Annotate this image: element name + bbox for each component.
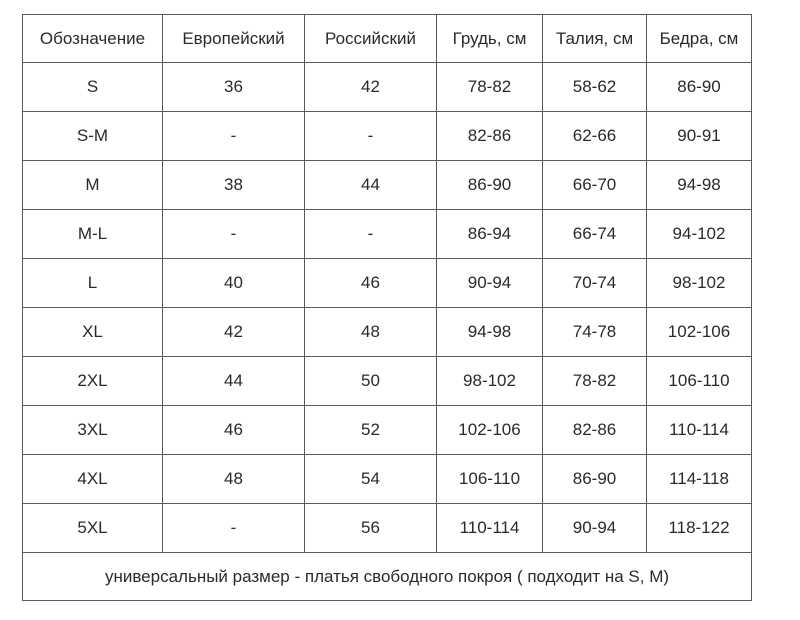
cell-chest: 86-94 — [437, 210, 543, 259]
cell-waist: 90-94 — [543, 504, 647, 553]
cell-chest: 106-110 — [437, 455, 543, 504]
cell-waist: 82-86 — [543, 406, 647, 455]
cell-european: 38 — [163, 161, 305, 210]
cell-hips: 94-98 — [647, 161, 752, 210]
cell-chest: 110-114 — [437, 504, 543, 553]
table-row — [23, 455, 752, 504]
cell-waist: 66-70 — [543, 161, 647, 210]
cell-designation: L — [23, 259, 163, 308]
cell-hips: 98-102 — [647, 259, 752, 308]
cell-russian: 46 — [305, 259, 437, 308]
header-waist: Талия, см — [543, 15, 647, 63]
cell-european: 42 — [163, 308, 305, 357]
cell-european: 44 — [163, 357, 305, 406]
size-chart-table — [22, 14, 752, 601]
cell-designation: 3XL — [23, 406, 163, 455]
cell-hips: 86-90 — [647, 63, 752, 112]
header-row — [23, 15, 752, 63]
cell-european: 48 — [163, 455, 305, 504]
cell-hips: 90-91 — [647, 112, 752, 161]
cell-russian: 44 — [305, 161, 437, 210]
table-row — [23, 63, 752, 112]
cell-russian: 54 — [305, 455, 437, 504]
cell-russian: - — [305, 210, 437, 259]
cell-designation: M-L — [23, 210, 163, 259]
cell-european: 36 — [163, 63, 305, 112]
cell-russian: 48 — [305, 308, 437, 357]
table-row — [23, 210, 752, 259]
footer-note: универсальный размер - платья свободного покроя ( подходит на S, M) — [23, 553, 752, 601]
cell-waist: 58-62 — [543, 63, 647, 112]
cell-waist: 86-90 — [543, 455, 647, 504]
cell-russian: - — [305, 112, 437, 161]
cell-waist: 70-74 — [543, 259, 647, 308]
table-row — [23, 112, 752, 161]
cell-hips: 118-122 — [647, 504, 752, 553]
cell-designation: S — [23, 63, 163, 112]
header-designation: Обозначение — [23, 15, 163, 63]
table-row — [23, 357, 752, 406]
cell-russian: 52 — [305, 406, 437, 455]
cell-designation: XL — [23, 308, 163, 357]
table-header — [23, 15, 752, 63]
table-row — [23, 161, 752, 210]
cell-european: 40 — [163, 259, 305, 308]
header-russian: Российский — [305, 15, 437, 63]
cell-designation: 2XL — [23, 357, 163, 406]
cell-designation: 5XL — [23, 504, 163, 553]
cell-chest: 86-90 — [437, 161, 543, 210]
cell-designation: S-M — [23, 112, 163, 161]
cell-waist: 74-78 — [543, 308, 647, 357]
cell-russian: 50 — [305, 357, 437, 406]
cell-designation: M — [23, 161, 163, 210]
table-row — [23, 259, 752, 308]
cell-european: - — [163, 112, 305, 161]
cell-russian: 56 — [305, 504, 437, 553]
cell-european: 46 — [163, 406, 305, 455]
cell-chest: 90-94 — [437, 259, 543, 308]
table-row — [23, 308, 752, 357]
cell-hips: 94-102 — [647, 210, 752, 259]
cell-hips: 110-114 — [647, 406, 752, 455]
header-european: Европейский — [163, 15, 305, 63]
cell-hips: 102-106 — [647, 308, 752, 357]
header-hips: Бедра, см — [647, 15, 752, 63]
cell-russian: 42 — [305, 63, 437, 112]
table-row — [23, 504, 752, 553]
table-body — [23, 63, 752, 601]
cell-hips: 106-110 — [647, 357, 752, 406]
cell-hips: 114-118 — [647, 455, 752, 504]
cell-waist: 62-66 — [543, 112, 647, 161]
header-chest: Грудь, см — [437, 15, 543, 63]
cell-chest: 102-106 — [437, 406, 543, 455]
cell-european: - — [163, 210, 305, 259]
cell-chest: 82-86 — [437, 112, 543, 161]
cell-chest: 78-82 — [437, 63, 543, 112]
cell-european: - — [163, 504, 305, 553]
table-row — [23, 406, 752, 455]
cell-waist: 78-82 — [543, 357, 647, 406]
cell-chest: 94-98 — [437, 308, 543, 357]
cell-waist: 66-74 — [543, 210, 647, 259]
cell-designation: 4XL — [23, 455, 163, 504]
cell-chest: 98-102 — [437, 357, 543, 406]
footer-row — [23, 553, 752, 601]
